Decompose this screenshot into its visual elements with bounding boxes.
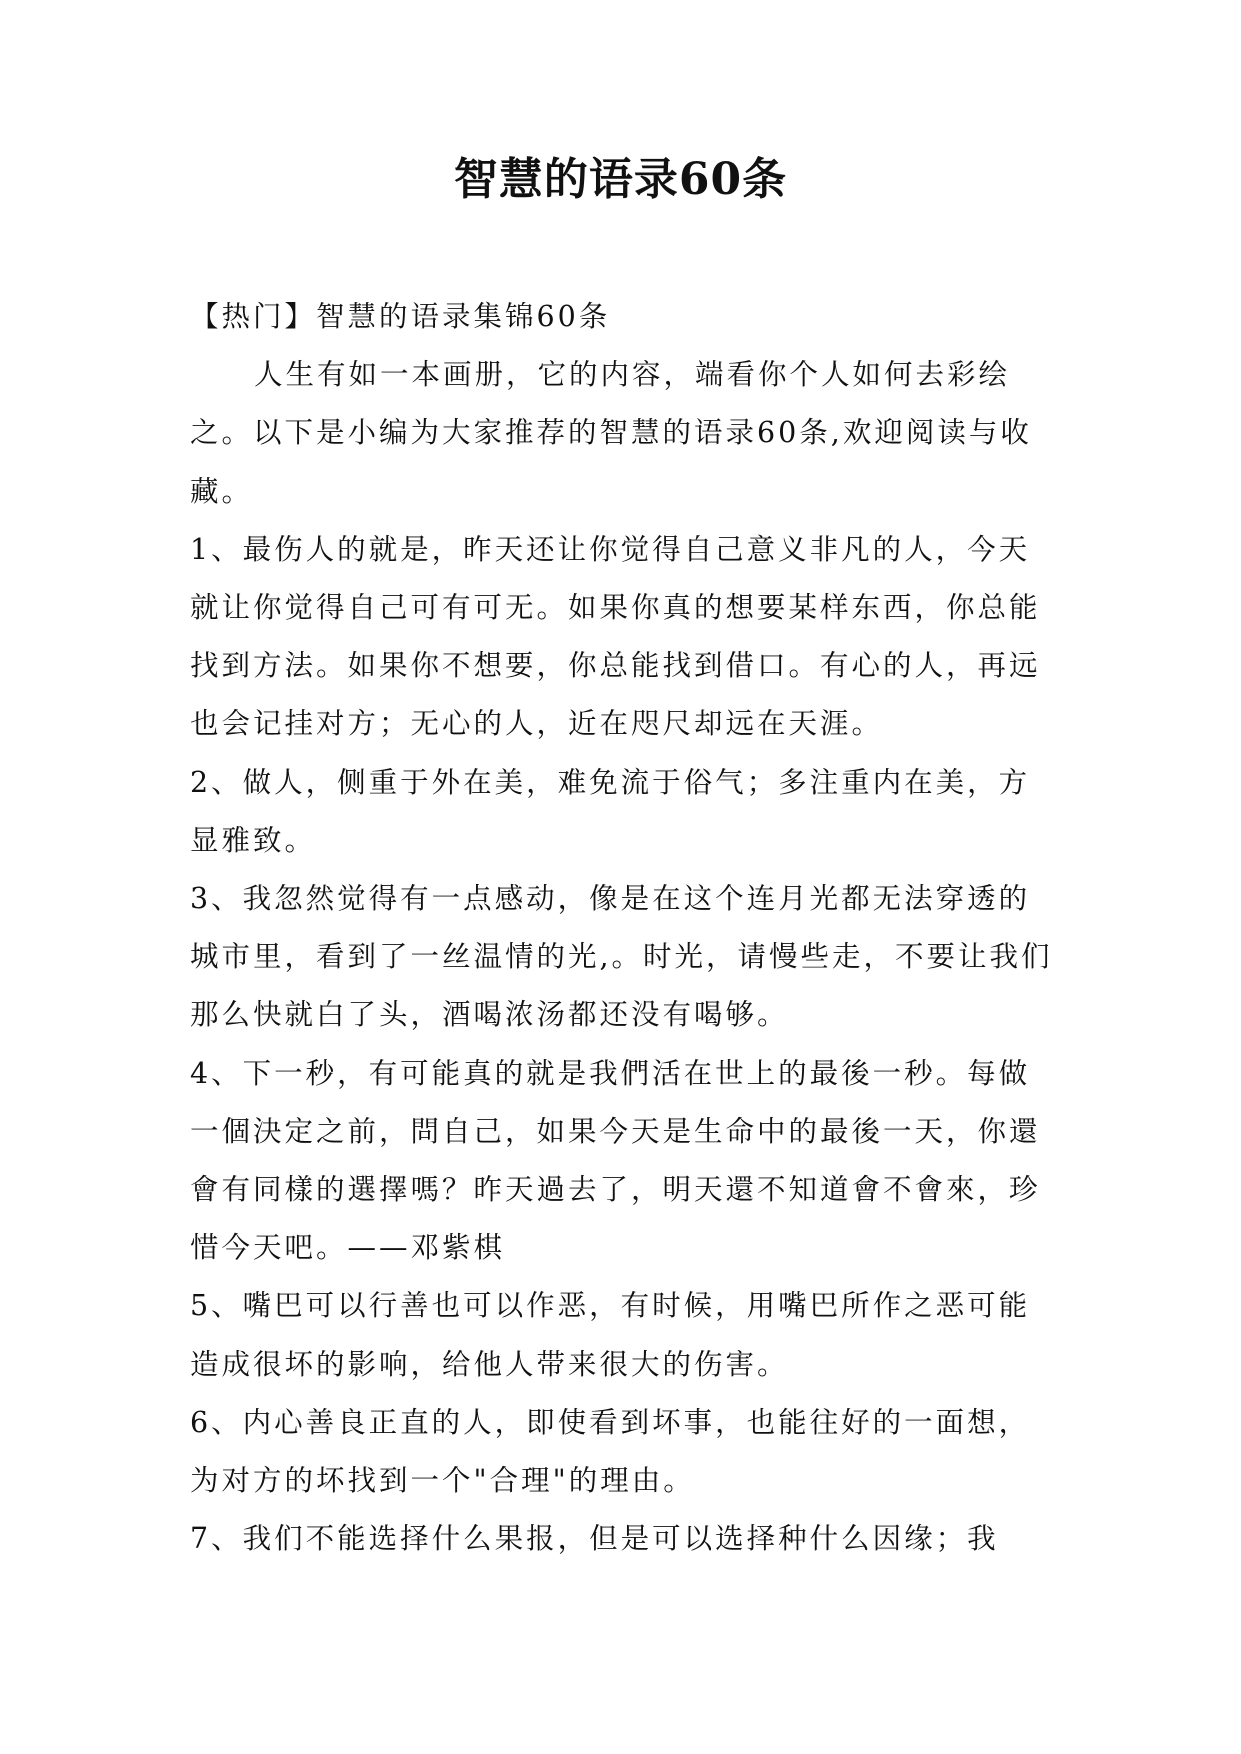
quote-item-7: 7、我们不能选择什么果报，但是可以选择种什么因缘；我 [190,1522,999,1556]
quote-item-2: 2、做人，侧重于外在美，难免流于俗气；多注重内在美，方显雅致。 [190,765,1031,857]
quote-item-5: 5、嘴巴可以行善也可以作恶，有时候，用嘴巴所作之恶可能造成很坏的影响，给他人带来很大的伤害。 [190,1289,1031,1381]
quote-item-6: 6、内心善良正直的人，即使看到坏事，也能往好的一面想，为对方的坏找到一个"合理"的理由。 [190,1405,1031,1498]
quote-item-3: 3、我忽然觉得有一点感动，像是在这个连月光都无法穿透的城市里，看到了一丝温情的光,。时光，请慢些走，不要让我们那么快就白了头，酒喝浓汤都还没有喝够。 [190,882,1053,1032]
subtitle-line: 【热门】智慧的语录集锦60条 [190,300,611,333]
document-body [190,288,1060,1568]
quote-item-1: 1、最伤人的就是，昨天还让你觉得自己意义非凡的人，今天就让你觉得自己可有可无。如果你真的想要某样东西，你总能找到方法。如果你不想要，你总能找到借口。有心的人，再远也会记挂对方；无心的人，近在咫尺却远在天涯。 [190,532,1041,741]
intro-paragraph: 人生有如一本画册，它的内容，端看你个人如何去彩绘之。以下是小编为大家推荐的智慧的语录60条,欢迎阅读与收藏。 [190,358,1032,508]
document-title: 智慧的语录60条 [453,154,788,205]
quote-item-4: 4、下一秒，有可能真的就是我們活在世上的最後一秒。每做一個決定之前，問自己，如果今天是生命中的最後一天，你還會有同樣的選擇嗎？昨天過去了，明天還不知道會不會來，珍惜今天吧。——邓紫棋 [190,1056,1041,1265]
